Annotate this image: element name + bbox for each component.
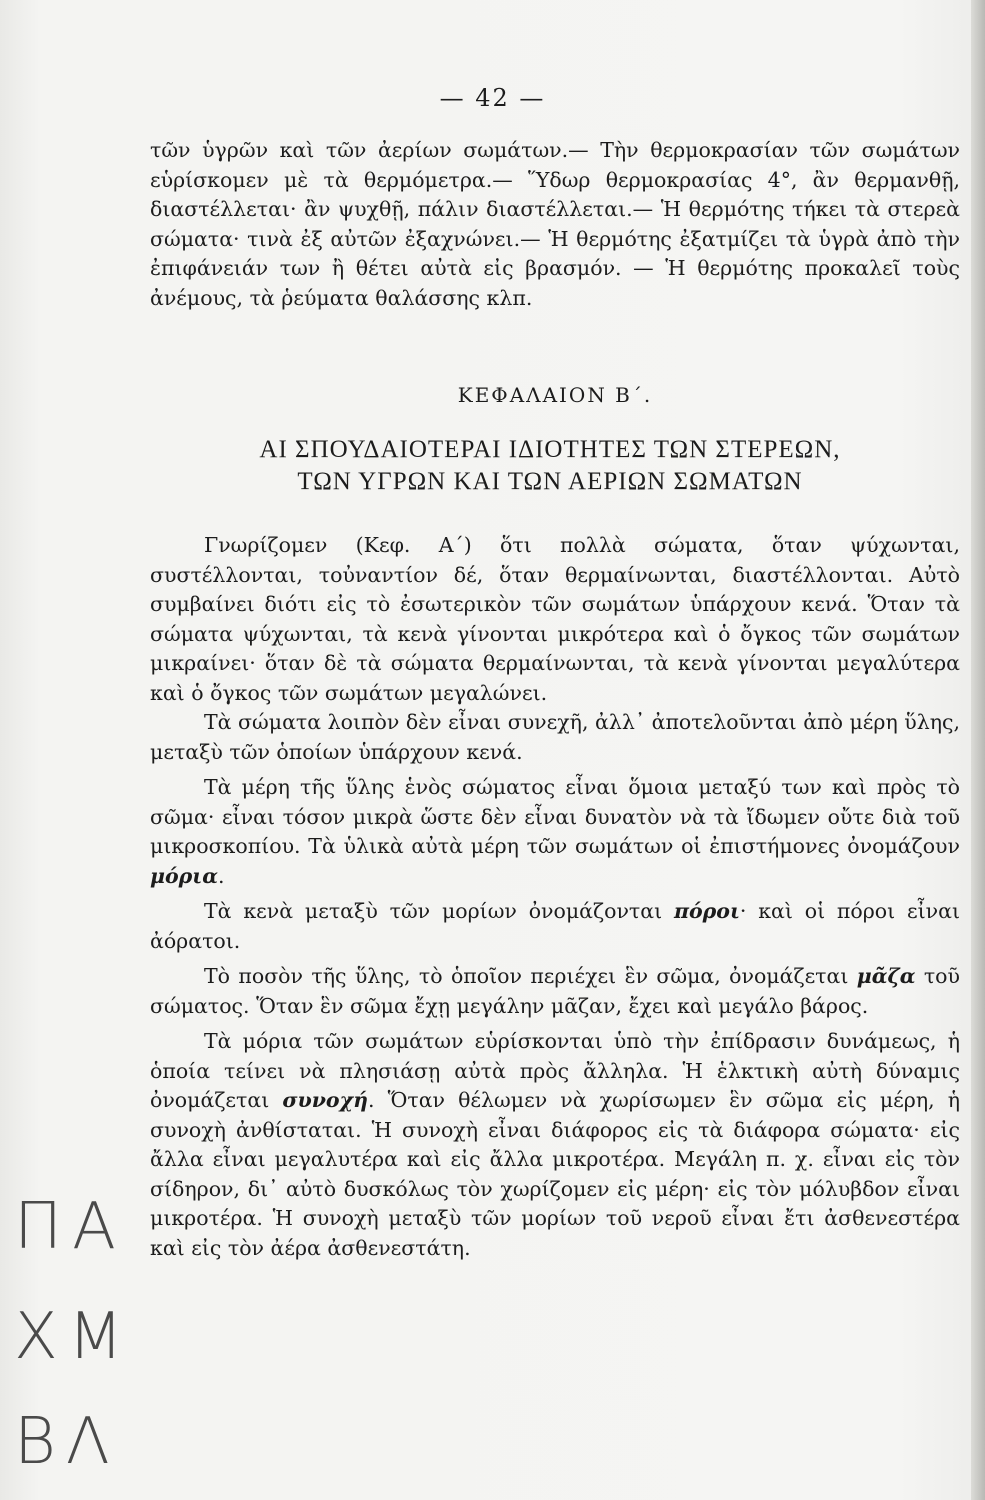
margin-note: ΠΑ [14, 1190, 126, 1264]
paragraph-text: . [218, 863, 225, 888]
page-number: — 42 — [439, 84, 546, 112]
paragraph-text: Τὸ ποσὸν τῆς ὕλης, τὸ ὁποῖον περιέχει ἓν σῶμα, ὀνομάζεται [204, 964, 857, 988]
paragraph-text: τοῦ σώματος. Ὅταν ἓν σῶμα ἔχῃ μεγάλην μᾶζαν, ἔχει καὶ μεγάλο βάρος. [150, 964, 960, 1018]
paragraph-cohesion [150, 1027, 960, 1263]
paragraph-mass [150, 962, 960, 1021]
chapter-body [150, 531, 960, 1263]
paragraph-text: . Ὅταν θέλωμεν νὰ χωρίσωμεν ἓν σῶμα εἰς μέρη, ἡ συνοχὴ ἀνθίσταται. Ἡ συνοχὴ εἶναι διάφορος εἰς τὰ διάφορα σώματα· εἰς ἄλλα εἶναι μεγαλυτέρα καὶ εἰς ἄλλα μικροτέρα. Μεγάλη π. χ. εἶναι εἰς τὸν σίδηρον, δι᾽ αὐτὸ δυσκόλως τὸν χωρίζομεν εἰς μέρη· εἰς τὸν μόλυβδον εἶναι μικροτέρα. Ἡ συνοχὴ μεταξὺ τῶν μορίων τοῦ νεροῦ εἶναι ἔτι ἀσθενεστέρα καὶ εἰς τὸν ἀέρα ἀσθενεστάτη. [150, 1088, 960, 1260]
intro-paragraph: τῶν ὑγρῶν καὶ τῶν ἀερίων σωμάτων.— Τὴν θερμοκρασίαν τῶν σωμάτων εὑρίσκομεν μὲ τὰ θερμόμετρα.— Ὕδωρ θερμοκρασίας 4°, ἂν θερμανθῇ, διαστέλλεται· ἂν ψυχθῇ, πάλιν διαστέλλεται.— Ἡ θερμότης τήκει τὰ στερεὰ σώματα· τινὰ ἐξ αὐτῶν ἐξαχνώνει.— Ἡ θερμότης ἐξατμίζει τὰ ὑγρὰ ἀπὸ τὴν ἐπιφάνειάν των ἢ θέτει αὐτὰ εἰς βρασμόν. — Ἡ θερμότης προκαλεῖ τοὺς ἀνέμους, τὰ ῥεύματα θαλάσσης κλπ. [150, 138, 960, 310]
chapter-title [185, 434, 915, 498]
paragraph-text: Τὰ κενὰ μεταξὺ τῶν μορίων ὀνομάζονται [204, 899, 674, 923]
handwritten-margin-notes [14, 1190, 164, 1500]
paragraph-text: Τὰ μόρια τῶν σωμάτων εὑρίσκονται ὑπὸ τὴν ἐπίδρασιν δυνάμεως, ἡ ὁποία τείνει νὰ πλησιάσῃ αὐτὰ πρὸς ἄλληλα. Ἡ ἑλκτικὴ αὐτὴ δύναμις ὀνομάζεται [150, 1029, 960, 1112]
chapter-title-line-2: ΤΩΝ ΥΓΡΩΝ ΚΑΙ ΤΩΝ ΑΕΡΙΩΝ ΣΩΜΑΤΩΝ [297, 468, 803, 495]
paragraph-text: Τὰ μέρη τῆς ὕλης ἑνὸς σώματος εἶναι ὅμοια μεταξύ των καὶ πρὸς τὸ σῶμα· εἶναι τόσον μικρὰ ὥστε δὲν εἶναι δυνατὸν νὰ τὰ ἴδωμεν οὔτε διὰ τοῦ μικροσκοπίου. Τὰ ὑλικὰ αὐτὰ μέρη τῶν σωμάτων οἱ ἐπιστήμονες ὀνομάζουν [150, 775, 960, 858]
paragraph-molecules [150, 773, 960, 891]
paragraph-text: · καὶ οἱ πόροι εἶναι ἀόρατοι. [150, 899, 960, 953]
term-cohesion: συνοχή [282, 1088, 368, 1112]
page-edge-shadow [971, 0, 985, 1500]
term-pores: πόροι [673, 899, 740, 923]
term-molecules: μόρια [150, 863, 219, 888]
chapter-label: ΚΕΦΑΛΑΙΟΝ Β΄. [457, 383, 653, 407]
margin-note: ΧΜ [14, 1300, 134, 1374]
margin-note: ΒΛ [14, 1405, 120, 1479]
paragraph-continuity: Τὰ σώματα λοιπὸν δὲν εἶναι συνεχῆ, ἀλλ᾽ ἀποτελοῦνται ἀπὸ μέρη ὕλης, μεταξὺ τῶν ὁποίων ὑπάρχουν κενά. [150, 710, 960, 764]
term-mass: μᾶζα [856, 964, 916, 988]
chapter-title-line-1: ΑΙ ΣΠΟΥΔΑΙΟΤΕΡΑΙ ΙΔΙΟΤΗΤΕΣ ΤΩΝ ΣΤΕΡΕΩΝ, [259, 436, 841, 463]
paragraph-pores [150, 897, 960, 956]
paragraph-expansion: Γνωρίζομεν (Κεφ. Α΄) ὅτι πολλὰ σώματα, ὅταν ψύχωνται, συστέλλονται, τοὐναντίον δέ, ὅταν θερμαίνωνται, διαστέλλονται. Αὐτὸ συμβαίνει διότι εἰς τὸ ἐσωτερικὸν τῶν σωμάτων ὑπάρχουν κενά. Ὅταν τὰ σώματα ψύχωνται, τὰ κενὰ γίνονται μικρότερα καὶ ὁ ὄγκος τῶν σωμάτων μικραίνει· ὅταν δὲ τὰ σώματα θερμαίνωνται, τὰ κενὰ γίνονται μεγαλύτερα καὶ ὁ ὄγκος τῶν σωμάτων μεγαλώνει. [150, 533, 960, 705]
intro-text-block [150, 136, 960, 313]
